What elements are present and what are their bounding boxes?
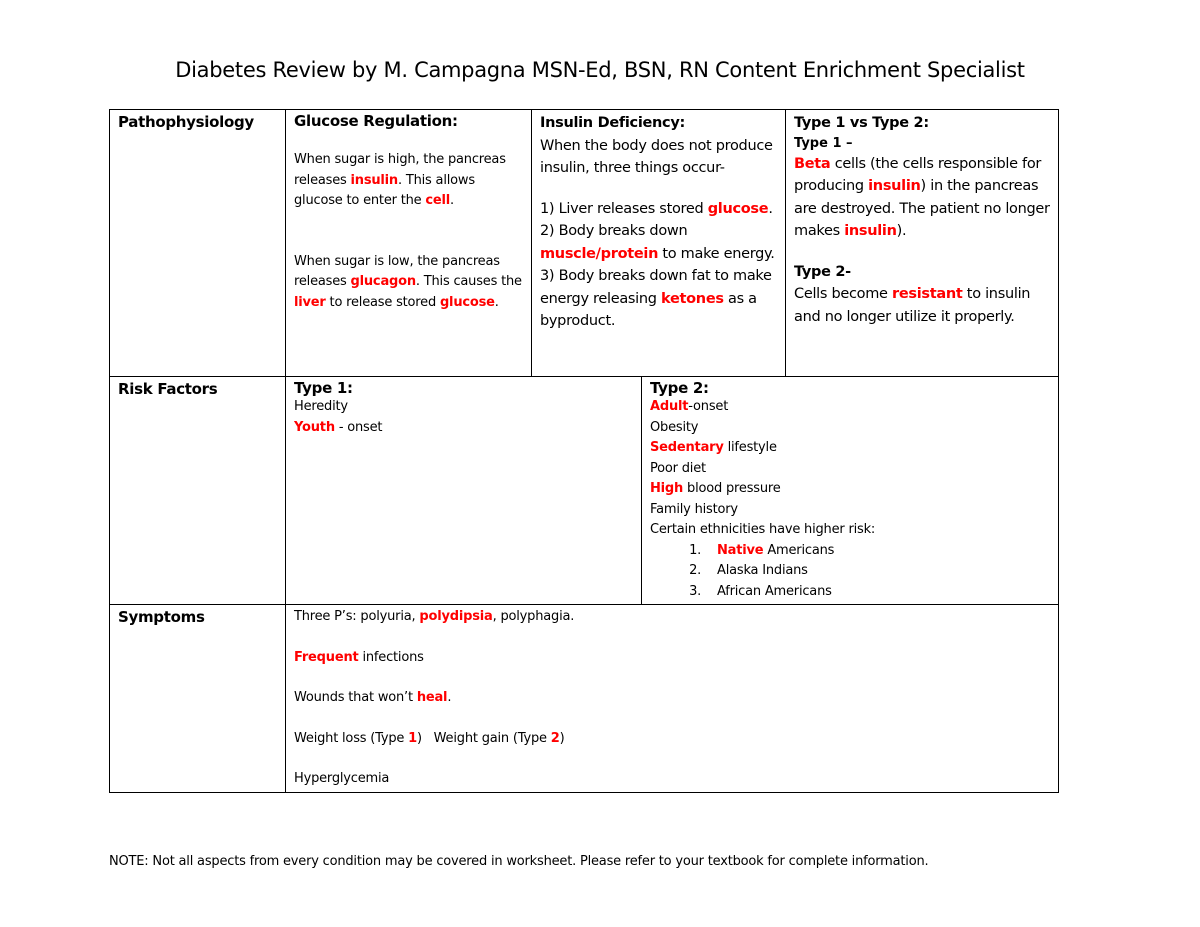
glucose-high-text: When sugar is high, the pancreas releases insulin. This allows glucose to enter the cell. [294,152,506,208]
risk-type1-youth: Youth - onset [294,419,383,435]
cell-risk-label [110,377,286,605]
row-pathophysiology [110,110,1059,377]
symptom-weight: Weight loss (Type 1) Weight gain (Type 2) [294,730,565,746]
deficiency-intro: When the body does not produce insulin, three things occur- [540,137,773,176]
cell-risk-type2 [642,377,1059,605]
risk-item: Certain ethnicities have higher risk: [650,522,876,537]
glucose-low-text: When sugar is low, the pancreas releases glucagon. This causes the liver to release stored glucose. [294,253,522,310]
cell-glucose-regulation [286,110,532,377]
type2-label: Type 2- [794,263,851,280]
risk-type2-heading: Type 2: [650,379,709,397]
risk-type1-heredity: Heredity [294,399,348,414]
row-label: Pathophysiology [118,113,254,131]
symptom-three-ps: Three P’s: polyuria, polydipsia, polyphagia. [294,609,575,624]
types-heading: Type 1 vs Type 2: [794,115,929,131]
cell-symptoms [286,605,1059,793]
review-table [109,109,1059,793]
deficiency-item-1: 1) Liver releases stored glucose. [540,200,773,217]
document-title: Diabetes Review by M. Campagna MSN-Ed, BSN, RN Content Enrichment Specialist [175,58,1025,82]
risk-item: Sedentary lifestyle [650,440,777,455]
type1-text: Beta cells (the cells responsible for producing insulin) in the pancreas are destroyed. The patient no longer makes insulin). [794,155,1050,239]
deficiency-heading: Insulin Deficiency: [540,115,685,131]
list-item: 2. Alaska Indians [705,561,1050,582]
cell-insulin-deficiency [532,110,786,377]
row-label: Risk Factors [118,380,218,398]
list-item: 1. Native Americans [705,541,1050,562]
risk-item: Obesity [650,419,699,435]
row-risk-factors [110,377,1059,605]
risk-item: Family history [650,501,738,517]
risk-type1-heading: Type 1: [294,379,353,397]
type2-text: Cells become resistant to insulin and no longer utilize it properly. [794,286,1031,325]
type1-label: Type 1 – [794,135,853,151]
glucose-heading: Glucose Regulation: [294,112,458,130]
row-symptoms [110,605,1059,793]
symptom-infections: Frequent infections [294,649,424,665]
risk-item: High blood pressure [650,481,781,496]
cell-type1-vs-type2 [786,110,1059,377]
row-label: Symptoms [118,608,205,626]
ethnicity-list [650,541,1050,603]
risk-item: Poor diet [650,460,706,476]
symptom-wounds: Wounds that won’t heal. [294,690,452,705]
list-item: 3. African Americans [705,582,1050,603]
footer-note: NOTE: Not all aspects from every condition may be covered in worksheet. Please refer to your textbook for complete information. [109,854,929,869]
risk-item: Adult-onset [650,399,729,414]
cell-risk-type1 [286,377,642,605]
cell-pathophysiology-label [110,110,286,377]
deficiency-item-2: 2) Body breaks down muscle/protein to make energy. [540,223,775,262]
cell-symptoms-label [110,605,286,793]
symptom-hyperglycemia: Hyperglycemia [294,771,390,786]
deficiency-item-3: 3) Body breaks down fat to make energy releasing ketones as a byproduct. [540,268,772,329]
